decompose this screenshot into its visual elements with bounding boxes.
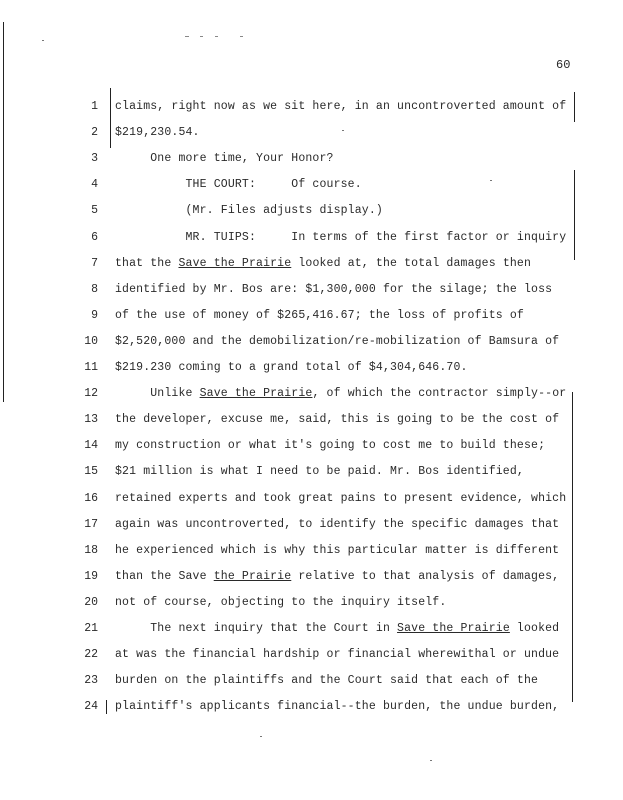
line-number: 9 [91,309,98,322]
line-number: 24 [84,700,98,713]
transcript-line [115,544,559,557]
line-number: 21 [84,622,98,635]
line-number: 22 [84,648,98,661]
line-text: $2,520,000 and the demobilization/re-mobilization of Bamsura of [115,335,560,348]
line-text: burden on the plaintiffs and the Court said that each of the [115,674,539,687]
scan-speck [42,40,44,41]
case-name-underlined: Save the Prairie [199,387,313,400]
scan-speck [430,760,432,761]
scan-speck [490,180,492,181]
line-text: MR. TUIPS: In terms of the first factor or inquiry [115,231,567,244]
line-number: 15 [84,465,98,478]
margin-rule [574,170,575,260]
line-number: 2 [91,126,98,139]
line-number: 18 [84,544,98,557]
line-text: The next inquiry that the Court in [115,622,398,635]
transcript-line [115,622,559,635]
transcript-line [115,126,200,139]
line-text: relative to that analysis of damages, [291,570,560,583]
line-number: 3 [91,152,98,165]
line-number: 11 [84,361,98,374]
transcript-line [115,309,524,322]
case-name-underlined: Save the Prairie [178,257,292,270]
case-name-underlined: the Prairie [213,570,292,583]
transcript-line [115,700,559,713]
line-number: 10 [84,335,98,348]
page-number: 60 [556,58,571,72]
transcript-line [115,178,362,191]
scan-speck [342,130,344,131]
transcript-line [115,335,559,348]
transcript-line [115,465,524,478]
transcript-line [115,283,552,296]
line-text: of the use of money of $265,416.67; the loss of profits of [115,309,524,322]
line-text: $219.230 coming to a grand total of $4,304,646.70. [115,361,468,374]
line-number: 4 [91,178,98,191]
line-number: 17 [84,518,98,531]
transcript-line [115,387,566,400]
margin-rule [110,88,111,148]
transcript-line [115,413,559,426]
transcript-line [115,570,559,583]
line-text: plaintiff's applicants financial--the burden, the undue burden, [115,700,560,713]
scan-speck [260,736,262,737]
line-number: 16 [84,492,98,505]
line-text: Unlike [115,387,200,400]
line-text: he experienced which is why this particular matter is different [115,544,560,557]
transcript-line [115,492,566,505]
line-text: (Mr. Files adjusts display.) [115,204,383,217]
line-text: THE COURT: Of course. [115,178,362,191]
case-name-underlined: Save the Prairie [397,622,510,635]
line-number: 7 [91,257,98,270]
transcript-line [115,596,446,609]
header-speck [200,36,203,37]
transcript-line [115,439,545,452]
transcript-line [115,152,334,165]
header-speck [240,36,243,37]
line-text: looked [509,622,560,635]
margin-rule [574,92,575,122]
line-text: $219,230.54. [115,126,200,139]
line-number: 5 [91,204,98,217]
header-speck [215,36,218,37]
line-text: than the Save [115,570,214,583]
line-text: at was the financial hardship or financial wherewithal or undue [115,648,560,661]
line-number: 8 [91,283,98,296]
line-number: 20 [84,596,98,609]
line-text: claims, right now as we sit here, in an uncontroverted amount of [115,100,567,113]
line-text: retained experts and took great pains to present evidence, which [115,492,567,505]
line-number: 1 [91,100,98,113]
line-number: 23 [84,674,98,687]
line-text: $21 million is what I need to be paid. Mr. Bos identified, [115,465,524,478]
transcript-line [115,674,538,687]
transcript-line [115,257,531,270]
transcript-line [115,204,383,217]
transcript-line [115,361,468,374]
line-number: 13 [84,413,98,426]
line-text: One more time, Your Honor? [115,152,334,165]
left-scan-edge [3,22,4,402]
line-text: identified by Mr. Bos are: $1,300,000 for the silage; the loss [115,283,553,296]
line-number: 19 [84,570,98,583]
line-number: 6 [91,231,98,244]
line-text: , of which the contractor simply--or [312,387,567,400]
line-number: 14 [84,439,98,452]
transcript-line [115,518,559,531]
margin-rule [572,392,573,702]
transcript-line [115,100,566,113]
line-text: my construction or what it's going to cost me to build these; [115,439,546,452]
line-text: that the [115,257,179,270]
transcript-line [115,648,559,661]
line-text: again was uncontroverted, to identify the specific damages that [115,518,560,531]
transcript-line [115,231,566,244]
margin-rule [106,700,107,714]
line-number: 12 [84,387,98,400]
line-text: looked at, the total damages then [291,257,532,270]
line-text: not of course, objecting to the inquiry itself. [115,596,447,609]
line-text: the developer, excuse me, said, this is going to be the cost of [115,413,560,426]
header-speck [185,36,189,37]
